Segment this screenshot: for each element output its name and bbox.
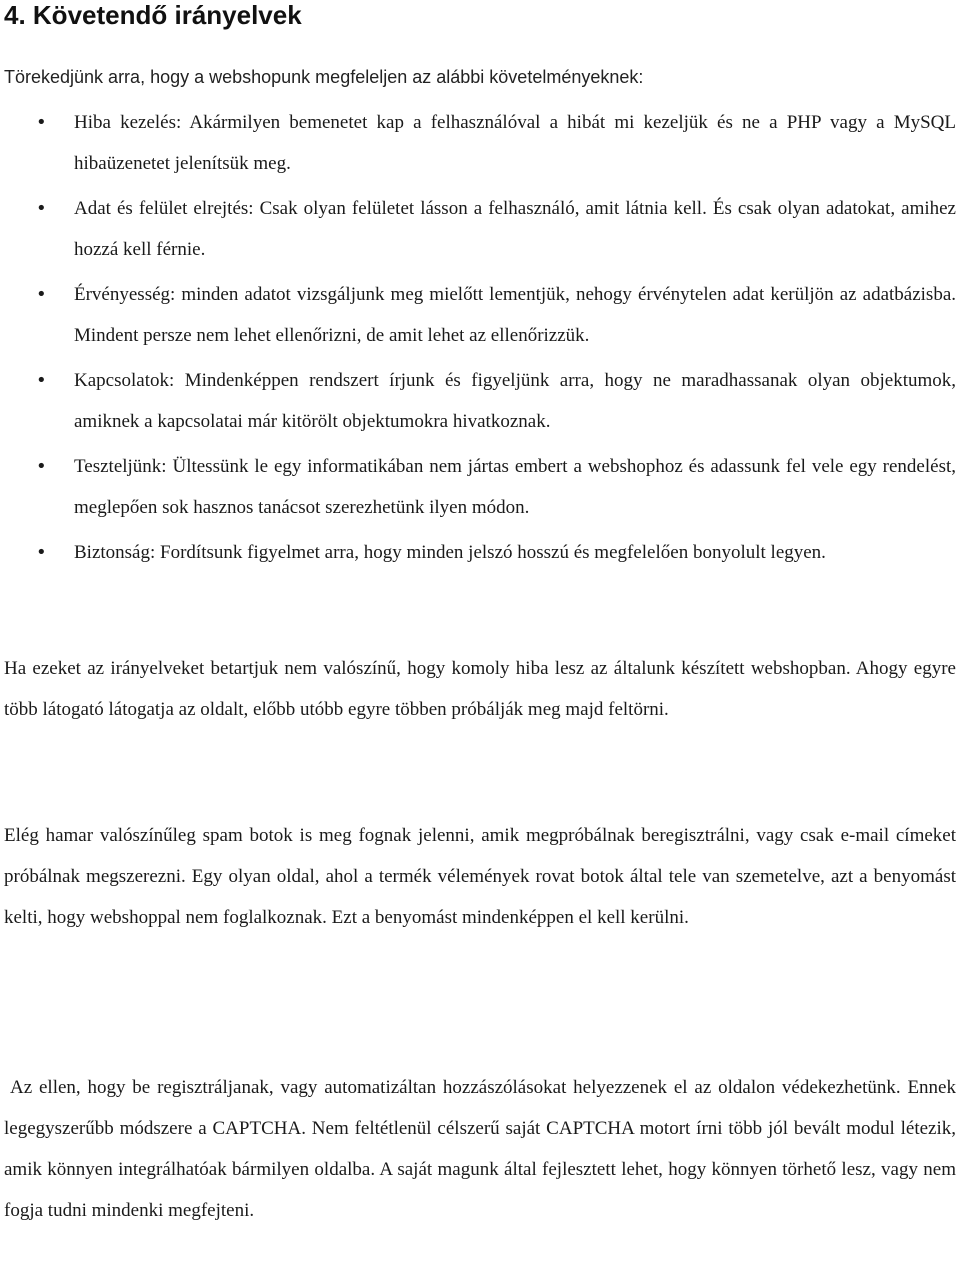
guidelines-list <box>0 102 960 577</box>
bullet-icon: • <box>36 112 47 133</box>
body-paragraph: Elég hamar valószínűleg spam botok is meg fognak jelenni, amik megpróbálnak beregisztrálni, vagy csak e-mail címeket próbálnak megszerezni. Egy olyan oldal, ahol a termék vélemények rovat botok által tele van szemetelve, azt a benyomást kelti, hogy webshoppal nem foglalkoznak. Ezt a benyomást mindenképpen el kell kerülni. <box>4 825 956 928</box>
list-item <box>0 360 960 442</box>
list-item-text: Adat és felület elrejtés: Csak olyan felületet lásson a felhasználó, amit látnia kell. És csak olyan adatokat, amihez hozzá kell férnie. <box>74 198 956 260</box>
list-item-text: Hiba kezelés: Akármilyen bemenetet kap a felhasználóval a hibát mi kezeljük és ne a PHP vagy a MySQL hibaüzenetet jelenítsük meg. <box>74 112 956 174</box>
intro-text: Törekedjünk arra, hogy a webshopunk megfeleljen az alábbi követelményeknek: <box>4 67 644 87</box>
list-item-text: Biztonság: Fordítsunk figyelmet arra, hogy minden jelszó hosszú és megfelelően bonyolult legyen. <box>74 542 826 563</box>
body-paragraph: Ha ezeket az irányelveket betartjuk nem valószínű, hogy komoly hiba lesz az általunk készített webshopban. Ahogy egyre több látogató látogatja az oldalt, előbb utóbb egyre többen próbálják meg majd feltörni. <box>4 658 956 720</box>
list-item <box>0 446 960 528</box>
bullet-icon: • <box>36 198 47 219</box>
bullet-icon: • <box>36 370 47 391</box>
list-item-text: Érvényesség: minden adatot vizsgáljunk meg mielőtt lementjük, nehogy érvénytelen adat kerüljön az adatbázisba. Mindent persze nem lehet ellenőrizni, de amit lehet az ellenőrizzük. <box>74 284 956 346</box>
list-item <box>0 102 960 184</box>
bullet-icon: • <box>36 542 47 563</box>
bullet-icon: • <box>36 284 47 305</box>
list-item <box>0 188 960 270</box>
body-paragraph: Az ellen, hogy be regisztráljanak, vagy automatizáltan hozzászólásokat helyezzenek el az oldalon védekezhetünk. Ennek legegyszerűbb módszere a CAPTCHA. Nem feltétlenül célszerű saját CAPTCHA motort írni több jól bevált modul létezik, amik könnyen integrálhatóak bármilyen oldalba. A saját magunk által fejlesztett lehet, hogy könnyen törhető lesz, vagy nem fogja tudni mindenki megfejteni. <box>4 1077 956 1221</box>
list-item-text: Teszteljünk: Ültessünk le egy informatikában nem jártas embert a webshophoz és adassunk fel vele egy rendelést, meglepően sok hasznos tanácsot szerezhetünk ilyen módon. <box>74 456 956 518</box>
section-heading: 4. Követendő irányelvek <box>4 0 302 30</box>
list-item <box>0 274 960 356</box>
list-item <box>0 532 960 573</box>
list-item-text: Kapcsolatok: Mindenképpen rendszert írjunk és figyeljünk arra, hogy ne maradhassanak olyan objektumok, amiknek a kapcsolatai már kitörölt objektumokra hivatkoznak. <box>74 370 956 432</box>
bullet-icon: • <box>36 456 47 477</box>
